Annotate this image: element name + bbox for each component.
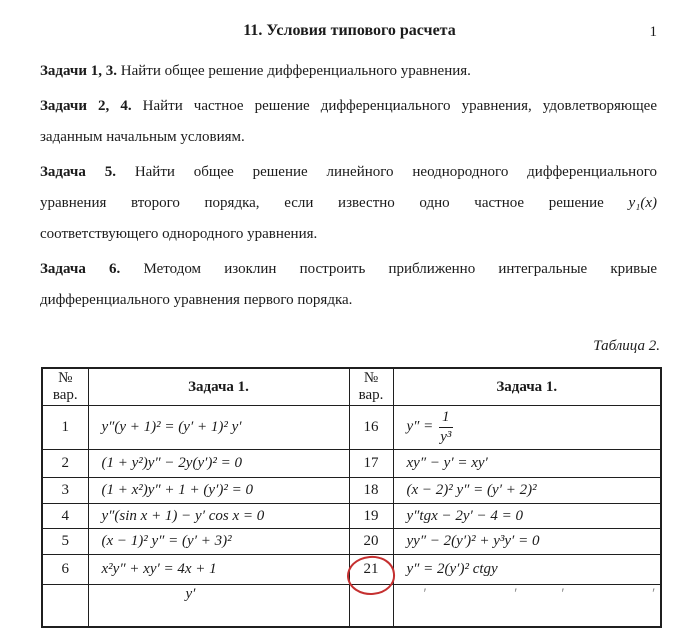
header-variant-number-right bbox=[349, 368, 393, 406]
variant-number-cell: 1 bbox=[42, 406, 88, 450]
variant-number-cell: 16 bbox=[349, 406, 393, 450]
variant-number-cell: 3 bbox=[42, 478, 88, 504]
table-caption: Таблица 2. bbox=[593, 338, 660, 354]
variant-number-cell: 19 bbox=[349, 504, 393, 529]
task-label: Задачи 2, 4. bbox=[40, 98, 132, 114]
equation-cell: y″(sin x + 1) − y′ cos x = 0 bbox=[88, 504, 349, 529]
paragraph-tasks-1-3 bbox=[40, 56, 657, 87]
paragraph-text: Методом изоклин построить приближенно интегральные кривые bbox=[143, 261, 657, 277]
paragraph-text: дифференциального уравнения первого порядка. bbox=[40, 292, 353, 308]
header-task-left: Задача 1. bbox=[88, 368, 349, 406]
partial-equation-fragment: y′ bbox=[185, 586, 196, 602]
equation-cell: (x − 1)² y″ = (y′ + 3)² bbox=[88, 529, 349, 555]
variant-number-cell bbox=[349, 585, 393, 627]
equation-cell: (x − 2)² y″ = (y′ + 2)² bbox=[393, 478, 661, 504]
equation-cell bbox=[393, 406, 661, 450]
fraction bbox=[439, 409, 453, 446]
table-row bbox=[42, 504, 661, 529]
paragraph-text: Найти частное решение дифференциального уравнения, удовлетворяющее bbox=[142, 98, 657, 114]
paragraph-text: уравнения второго порядка, если известно одно частное решение bbox=[40, 195, 604, 211]
task-label: Задача 5. bbox=[40, 164, 116, 180]
variant-number-cell: 18 bbox=[349, 478, 393, 504]
equation-cell: xy″ − y′ = xy′ bbox=[393, 450, 661, 478]
math-y1x: y₁(x) bbox=[628, 195, 657, 211]
paragraph-line bbox=[40, 285, 657, 316]
paragraph-tasks-2-4 bbox=[40, 91, 657, 153]
variant-number-cell bbox=[42, 585, 88, 627]
equation-cell bbox=[393, 585, 661, 627]
table-row bbox=[42, 529, 661, 555]
table-row bbox=[42, 555, 661, 585]
equation-cell: y″tgx − 2y′ − 4 = 0 bbox=[393, 504, 661, 529]
page-number: 1 bbox=[649, 24, 657, 40]
equation-cell: x²y″ + xy′ = 4x + 1 bbox=[88, 555, 349, 585]
paragraph-line bbox=[40, 157, 657, 188]
equation-cell: y″(y + 1)² = (y′ + 1)² y′ bbox=[88, 406, 349, 450]
table-row-partial bbox=[42, 585, 661, 627]
variant-number-cell: 4 bbox=[42, 504, 88, 529]
paragraph-task-5 bbox=[40, 157, 657, 250]
variant-number-cell: 2 bbox=[42, 450, 88, 478]
paragraph-text: заданным начальным условиям. bbox=[40, 129, 245, 145]
variant-number-cell: 6 bbox=[42, 555, 88, 585]
header-task-right: Задача 1. bbox=[393, 368, 661, 406]
table-header-row bbox=[42, 368, 661, 406]
paragraph-text: Найти общее решение линейного неоднородного дифференциального bbox=[134, 164, 657, 180]
var-label: вар. bbox=[358, 387, 384, 403]
document-title: 11. Условия типового расчета bbox=[243, 22, 456, 39]
variant-number-cell-circled: 21 bbox=[349, 555, 393, 585]
paragraph-line bbox=[40, 254, 657, 285]
variants-table bbox=[41, 367, 662, 628]
equation-prefix: y″ = bbox=[406, 418, 438, 435]
paragraph-line bbox=[40, 188, 657, 219]
paragraph-text: соответствующего однородного уравнения. bbox=[40, 226, 318, 242]
equation-cell bbox=[88, 585, 349, 627]
partial-equation-fragment: ′ ′ ′ ′ bbox=[422, 586, 655, 602]
body-text bbox=[40, 56, 657, 316]
equation-cell: yy″ − 2(y′)² + y³y′ = 0 bbox=[393, 529, 661, 555]
variant-number-cell: 5 bbox=[42, 529, 88, 555]
paragraph-task-6 bbox=[40, 254, 657, 316]
equation-cell: y″ = 2(y′)² ctgy bbox=[393, 555, 661, 585]
equation-cell: (1 + x²)y″ + 1 + (y′)² = 0 bbox=[88, 478, 349, 504]
variant-number-cell: 17 bbox=[349, 450, 393, 478]
paragraph-line bbox=[40, 122, 657, 153]
paragraph-line bbox=[40, 219, 657, 250]
numero-sign: № bbox=[363, 370, 379, 386]
var-label: вар. bbox=[52, 387, 78, 403]
header-variant-number-left bbox=[42, 368, 88, 406]
table-row bbox=[42, 478, 661, 504]
task-label: Задачи 1, 3. bbox=[40, 63, 118, 79]
paragraph-line bbox=[40, 91, 657, 122]
numero-sign: № bbox=[58, 370, 73, 386]
table-row bbox=[42, 450, 661, 478]
document-page bbox=[0, 20, 699, 602]
table-row bbox=[42, 406, 661, 450]
fraction-numerator: 1 bbox=[439, 409, 453, 427]
paragraph-text: Найти общее решение дифференциального уравнения. bbox=[120, 63, 471, 79]
task-label: Задача 6. bbox=[40, 261, 121, 277]
variant-number-cell: 20 bbox=[349, 529, 393, 555]
paragraph-line bbox=[40, 56, 657, 87]
fraction-denominator: y³ bbox=[440, 428, 452, 445]
equation-cell: (1 + y²)y″ − 2y(y′)² = 0 bbox=[88, 450, 349, 478]
